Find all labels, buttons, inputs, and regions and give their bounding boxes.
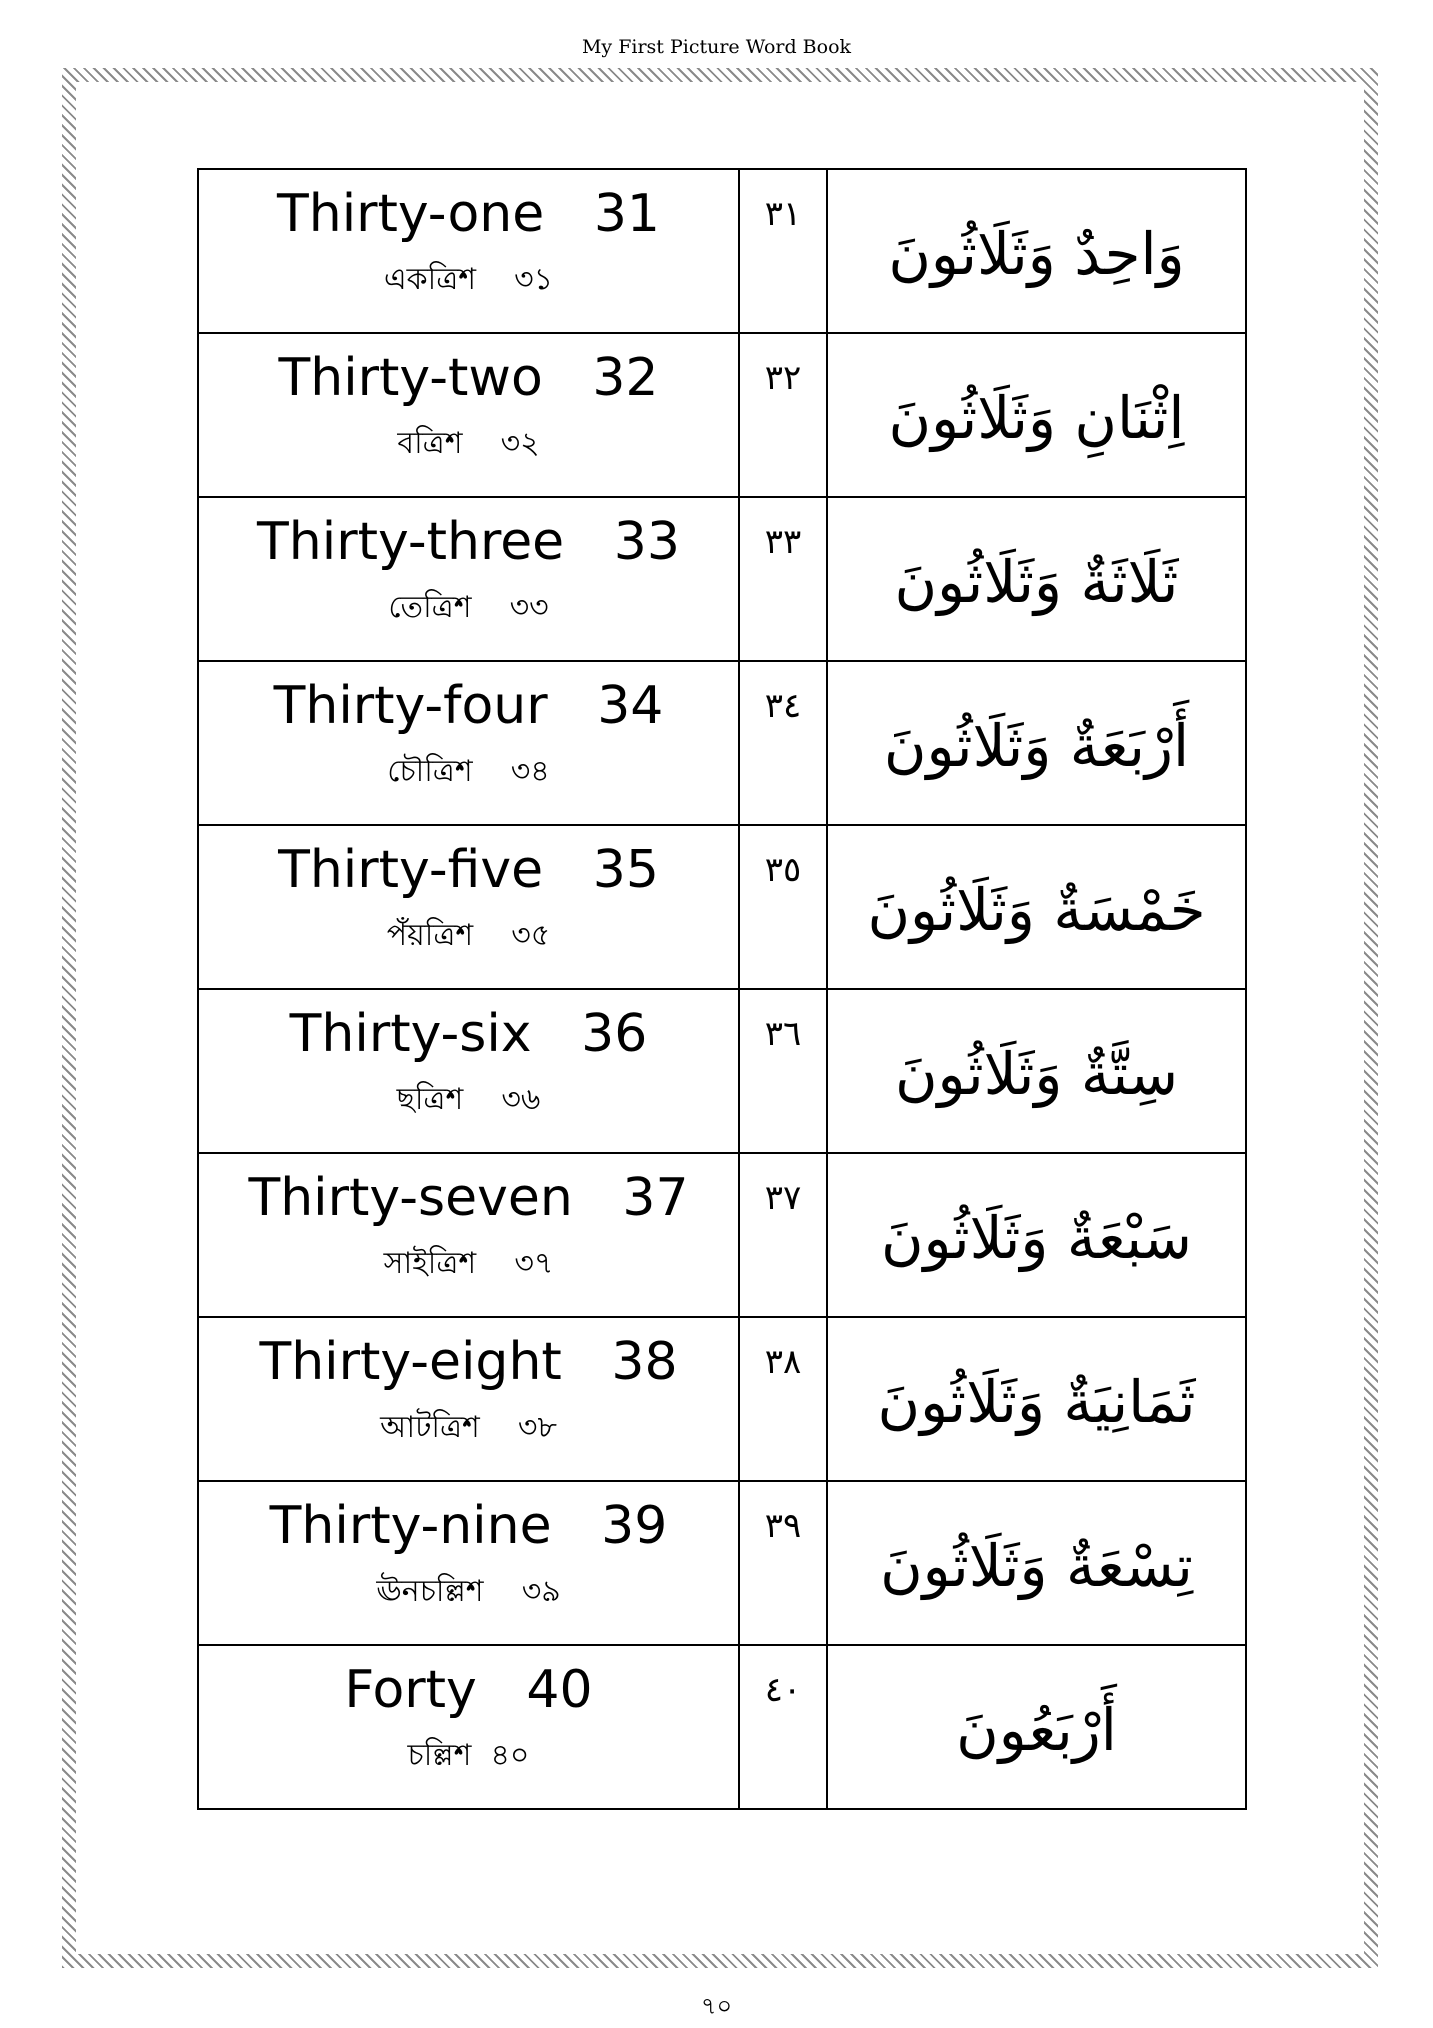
bengali-number-word: আটত্রিশ ৩৮: [380, 1410, 557, 1445]
arabic-number-word: اِثْنَانِ وَثَلَاثُونَ: [888, 384, 1185, 452]
table-row: [198, 989, 1246, 1153]
english-number-word: Thirty-nine 39: [269, 1496, 668, 1556]
arabic-word-cell: [827, 1481, 1246, 1645]
arabic-numeral-cell: [739, 1153, 827, 1317]
table-row: [198, 497, 1246, 661]
table-row: [198, 825, 1246, 989]
arabic-numeral: ٣٣: [764, 522, 802, 562]
bengali-number-word: ঊনচল্লিশ ৩৯: [376, 1574, 561, 1609]
arabic-numeral-cell: [739, 825, 827, 989]
arabic-numeral-cell: [739, 661, 827, 825]
arabic-word-cell: [827, 497, 1246, 661]
english-bengali-cell: [198, 1317, 739, 1481]
english-bengali-cell: [198, 333, 739, 497]
arabic-numeral-cell: [739, 497, 827, 661]
arabic-numeral-cell: [739, 1645, 827, 1809]
bengali-number-word: একত্রিশ ৩১: [383, 262, 554, 297]
arabic-number-word: خَمْسَةٌ وَثَلَاثُونَ: [867, 876, 1206, 944]
arabic-word-cell: [827, 825, 1246, 989]
english-number-word: Thirty-one 31: [276, 184, 661, 244]
english-number-word: Thirty-five 35: [278, 840, 659, 900]
english-number-word: Forty 40: [344, 1660, 593, 1720]
arabic-numeral: ٣٢: [764, 358, 802, 398]
arabic-word-cell: [827, 1645, 1246, 1809]
english-bengali-cell: [198, 1645, 739, 1809]
table-row: [198, 333, 1246, 497]
arabic-numeral: ٣١: [764, 194, 802, 234]
table-row: [198, 1153, 1246, 1317]
bengali-number-word: তেত্রিশ ৩৩: [388, 590, 549, 625]
english-bengali-cell: [198, 1153, 739, 1317]
english-number-word: Thirty-three 33: [257, 512, 680, 572]
arabic-number-word: سِتَّةٌ وَثَلَاثُونَ: [894, 1040, 1179, 1108]
arabic-numeral-cell: [739, 169, 827, 333]
arabic-number-word: ثَمَانِيَةٌ وَثَلَاثُونَ: [877, 1368, 1196, 1436]
arabic-word-cell: [827, 169, 1246, 333]
english-bengali-cell: [198, 661, 739, 825]
arabic-word-cell: [827, 333, 1246, 497]
arabic-numeral: ٣٨: [764, 1342, 802, 1382]
table-row: [198, 169, 1246, 333]
bengali-number-word: সাইত্রিশ ৩৭: [383, 1246, 554, 1281]
arabic-word-cell: [827, 661, 1246, 825]
english-bengali-cell: [198, 989, 739, 1153]
bengali-number-word: চল্লিশ ৪০: [407, 1738, 530, 1773]
arabic-number-word: تِسْعَةٌ وَثَلَاثُونَ: [880, 1532, 1193, 1600]
english-bengali-cell: [198, 169, 739, 333]
arabic-number-word: أَرْبَعَةٌ وَثَلَاثُونَ: [883, 712, 1190, 780]
arabic-numeral-cell: [739, 1481, 827, 1645]
table-row: [198, 1481, 1246, 1645]
arabic-word-cell: [827, 1153, 1246, 1317]
english-number-word: Thirty-two 32: [278, 348, 659, 408]
table-row: [198, 1317, 1246, 1481]
bengali-number-word: ছত্রিশ ৩৬: [396, 1082, 541, 1117]
arabic-numeral-cell: [739, 1317, 827, 1481]
english-bengali-cell: [198, 825, 739, 989]
page-header-title: My First Picture Word Book: [581, 36, 852, 58]
english-bengali-cell: [198, 497, 739, 661]
arabic-word-cell: [827, 1317, 1246, 1481]
english-bengali-cell: [198, 1481, 739, 1645]
table-row: [198, 661, 1246, 825]
arabic-numeral: ٤٠: [764, 1670, 802, 1710]
bengali-number-word: বত্রিশ ৩২: [397, 426, 540, 461]
arabic-number-word: أَرْبَعُونَ: [956, 1696, 1117, 1764]
arabic-numeral: ٣٥: [764, 850, 802, 890]
english-number-word: Thirty-six 36: [289, 1004, 648, 1064]
arabic-number-word: ثَلَاثَةٌ وَثَلَاثُونَ: [894, 548, 1179, 616]
arabic-numeral: ٣٩: [764, 1506, 802, 1546]
number-words-table: [197, 168, 1247, 1810]
bengali-number-word: চৌত্রিশ ৩৪: [387, 754, 550, 789]
table-row: [198, 1645, 1246, 1809]
arabic-word-cell: [827, 989, 1246, 1153]
english-number-word: Thirty-eight 38: [259, 1332, 678, 1392]
arabic-numeral: ٣٤: [764, 686, 802, 726]
page-number: ৭০: [700, 1992, 733, 2020]
bengali-number-word: পঁয়ত্রিশ ৩৫: [386, 918, 551, 953]
arabic-number-word: سَبْعَةٌ وَثَلَاثُونَ: [880, 1204, 1193, 1272]
arabic-numeral-cell: [739, 333, 827, 497]
arabic-numeral: ٣٧: [764, 1178, 802, 1218]
arabic-number-word: وَاحِدٌ وَثَلَاثُونَ: [888, 220, 1185, 288]
arabic-numeral: ٣٦: [764, 1014, 802, 1054]
english-number-word: Thirty-four 34: [273, 676, 664, 736]
arabic-numeral-cell: [739, 989, 827, 1153]
english-number-word: Thirty-seven 37: [248, 1168, 689, 1228]
